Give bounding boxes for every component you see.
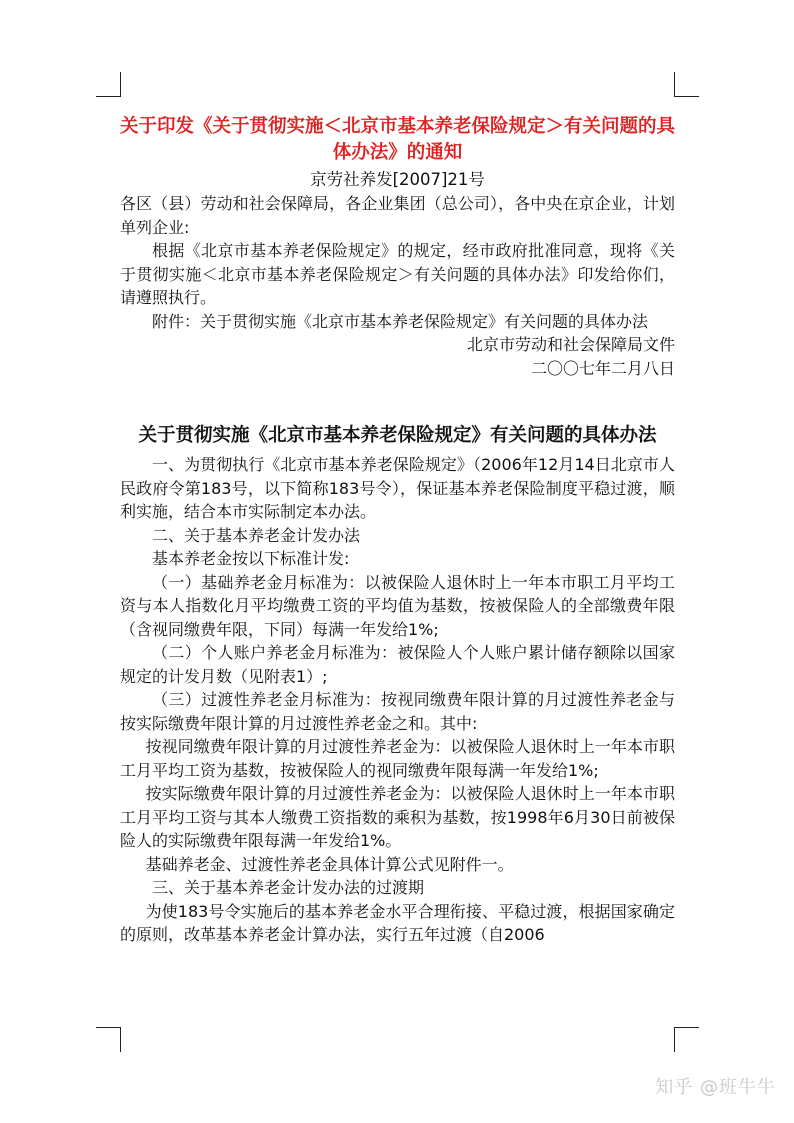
recipients: 各区（县）劳动和社会保障局，各企业集团（总公司），各中央在京企业，计划单列企业: bbox=[120, 194, 675, 237]
watermark: 知乎 @班牛牛 bbox=[655, 1077, 776, 1098]
section-heading: 三、关于基本养老金计发办法的过渡期 bbox=[152, 878, 425, 897]
document-body bbox=[120, 114, 675, 947]
crop-mark-top-right bbox=[674, 72, 699, 97]
paragraph: 为使183号令实施后的基本养老金水平合理衔接、平稳过渡，根据国家确定的原则，改革基本养老金计算办法，实行五年过渡（自2006 bbox=[120, 901, 675, 944]
paragraph: （二）个人账户养老金月标准为：被保险人个人账户累计储存额除以国家规定的计发月数（见附表1）; bbox=[120, 643, 675, 686]
section-heading: 二、关于基本养老金计发办法 bbox=[152, 525, 361, 545]
measures-title: 关于贯彻实施《北京市基本养老保险规定》有关问题的具体办法 bbox=[138, 425, 657, 446]
notice-title: 关于印发《关于贯彻实施＜北京市基本养老保险规定＞有关问题的具体办法》的通知 bbox=[120, 116, 676, 163]
crop-mark-bottom-left bbox=[96, 1027, 121, 1052]
paragraph: （一）基础养老金月标准为：以被保险人退休时上一年本市职工月平均工资与本人指数化月平均缴费工资的平均值为基数，按被保险人的全部缴费年限（含视同缴费年限，下同）每满一年发给1%; bbox=[120, 572, 675, 639]
issue-date: 二〇〇七年二月八日 bbox=[530, 358, 675, 378]
paragraph: 按实际缴费年限计算的月过渡性养老金为：以被保险人退休时上一年本市职工月平均工资与其本人缴费工资指数的乘积为基数，按1998年6月30日前被保险人的实际缴费年限每满一年发给1%。 bbox=[120, 784, 675, 850]
paragraph: 按视同缴费年限计算的月过渡性养老金为：以被保险人退休时上一年本市职工月平均工资为基数，按被保险人的视同缴费年限每满一年发给1%; bbox=[120, 737, 675, 780]
paragraph: 一、为贯彻执行《北京市基本养老保险规定》（2006年12月14日北京市人民政府令第183号，以下简称183号令），保证基本养老保险制度平稳过渡，顺利实施，结合本市实际制定本办法。 bbox=[120, 455, 675, 521]
attachment-line: 附件：关于贯彻实施《北京市基本养老保险规定》有关问题的具体办法 bbox=[152, 311, 649, 331]
crop-mark-top-left bbox=[96, 72, 121, 97]
issuer: 北京市劳动和社会保障局文件 bbox=[466, 335, 675, 354]
paragraph: （三）过渡性养老金月标准为：按视同缴费年限计算的月过渡性养老金与按实际缴费年限计算的月过渡性养老金之和。其中: bbox=[120, 690, 675, 733]
notice-body: 根据《北京市基本养老保险规定》的规定，经市政府批准同意，现将《关于贯彻实施＜北京市基本养老保险规定＞有关问题的具体办法》印发给你们，请遵照执行。 bbox=[120, 241, 675, 307]
crop-mark-bottom-right bbox=[674, 1027, 699, 1052]
paragraph: 基本养老金按以下标准计发: bbox=[152, 549, 350, 568]
document-number: 京劳社养发[2007]21号 bbox=[310, 170, 485, 189]
paragraph: 基础养老金、过渡性养老金具体计算公式见附件一。 bbox=[145, 854, 514, 874]
